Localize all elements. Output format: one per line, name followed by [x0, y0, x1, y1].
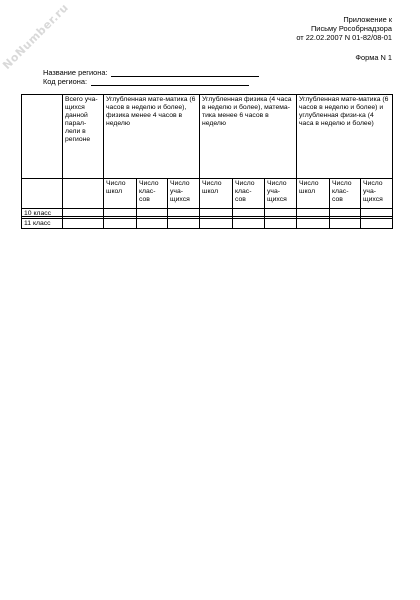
attachment-line-1: Приложение к — [343, 15, 392, 24]
row-label-11: 11 класс — [22, 219, 63, 229]
data-cell[interactable] — [200, 219, 233, 229]
attachment-header — [296, 15, 392, 43]
table-row — [22, 219, 393, 229]
data-cell[interactable] — [297, 219, 330, 229]
corner-cell — [22, 95, 63, 179]
data-cell[interactable] — [330, 209, 361, 219]
data-cell[interactable] — [137, 219, 168, 229]
table-row — [22, 209, 393, 219]
data-cell[interactable] — [233, 219, 265, 229]
region-name-label: Название региона: — [43, 68, 108, 77]
data-cell[interactable] — [168, 209, 200, 219]
group-header-physics: Углубленная физика (4 часа в неделю и более), матема-тика менее 6 часов в неделю — [200, 95, 297, 179]
subheader-schools: Число школ — [104, 179, 137, 209]
subheader-students: Число уча-щихся — [265, 179, 297, 209]
data-cell[interactable] — [104, 209, 137, 219]
data-cell[interactable] — [297, 209, 330, 219]
data-cell[interactable] — [265, 209, 297, 219]
region-name-row — [43, 68, 259, 77]
attachment-line-3: от 22.02.2007 N 01-82/08-01 — [296, 33, 392, 43]
total-students-header-lower — [63, 179, 104, 209]
region-code-label: Код региона: — [43, 77, 88, 86]
group-header-row — [22, 95, 393, 179]
data-cell[interactable] — [63, 219, 104, 229]
subheader-classes: Число клас-сов — [233, 179, 265, 209]
subheader-classes: Число клас-сов — [330, 179, 361, 209]
row-label-10: 10 класс — [22, 209, 63, 219]
subheader-classes: Число клас-сов — [137, 179, 168, 209]
separator-line — [21, 216, 392, 217]
subheader-schools: Число школ — [200, 179, 233, 209]
data-cell[interactable] — [361, 209, 393, 219]
data-cell[interactable] — [63, 209, 104, 219]
watermark: NoNumber.ru — [0, 1, 72, 72]
data-cell[interactable] — [330, 219, 361, 229]
attachment-line-2: Письму Рособрнадзора — [311, 24, 392, 34]
region-name-field[interactable] — [111, 68, 259, 77]
data-cell[interactable] — [104, 219, 137, 229]
data-cell[interactable] — [233, 209, 265, 219]
total-students-header: Всего уча-щихся данной парал-лели в регионе — [63, 95, 104, 179]
subheader-students: Число уча-щихся — [168, 179, 200, 209]
region-code-field[interactable] — [91, 77, 249, 86]
region-code-row — [43, 77, 249, 86]
group-header-math: Углубленная мате-матика (6 часов в неделю и более), физика менее 4 часов в неделю — [104, 95, 200, 179]
data-cell[interactable] — [137, 209, 168, 219]
data-cell[interactable] — [168, 219, 200, 229]
data-cell[interactable] — [200, 209, 233, 219]
subheader-schools: Число школ — [297, 179, 330, 209]
report-table — [21, 94, 393, 229]
corner-cell-lower — [22, 179, 63, 209]
subheader-students: Число уча-щихся — [361, 179, 393, 209]
form-number: Форма N 1 — [355, 53, 392, 62]
data-cell[interactable] — [265, 219, 297, 229]
data-cell[interactable] — [361, 219, 393, 229]
subheader-row — [22, 179, 393, 209]
group-header-math-physics: Углубленная мате-матика (6 часов в неделю и более) и углубленная физи-ка (4 часа в неделю и более) — [297, 95, 393, 179]
